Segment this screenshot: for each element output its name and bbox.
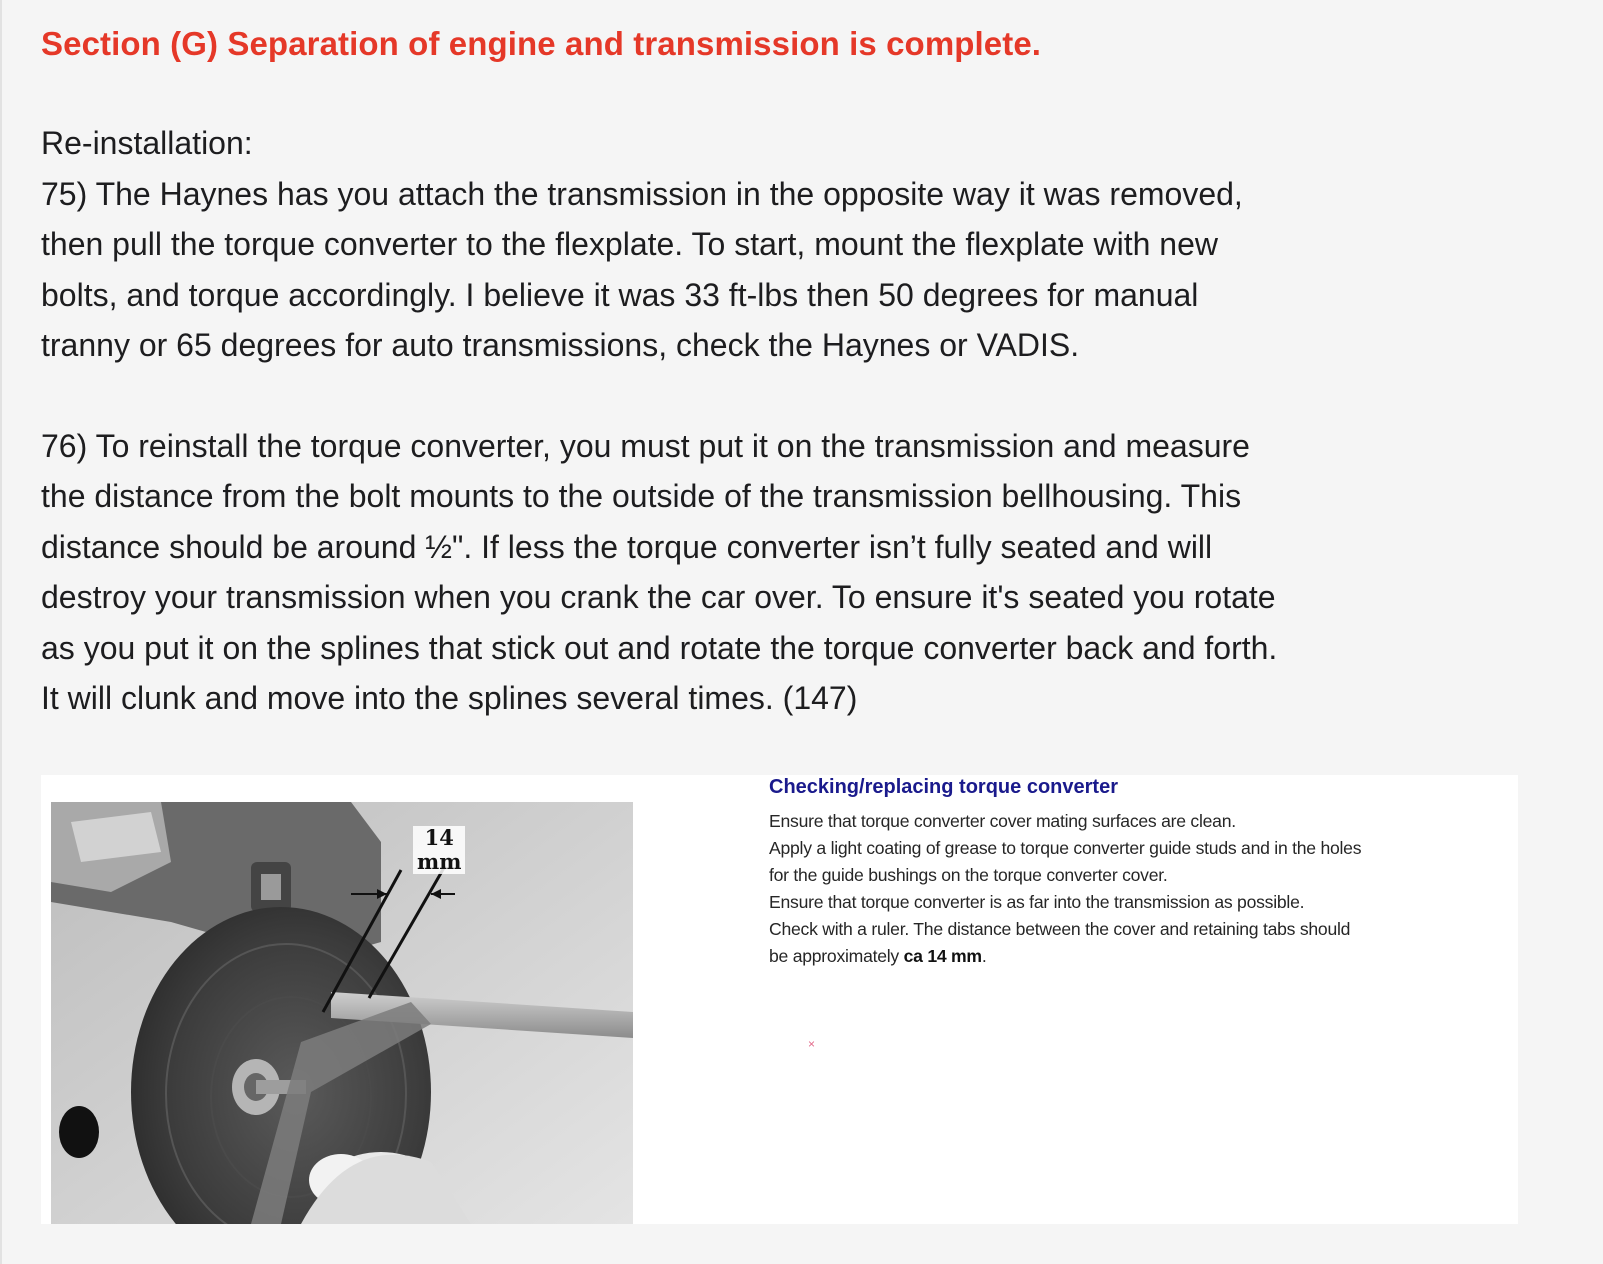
- step-76-line: destroy your transmission when you crank the car over. To ensure it's seated you rotate: [41, 579, 1276, 615]
- measurement-number: 14: [424, 825, 454, 850]
- manual-heading: Checking/replacing torque converter: [769, 776, 1118, 798]
- reinstall-heading: Re-installation:: [41, 125, 253, 161]
- manual-line: Check with a ruler. The distance between the cover and retaining tabs should: [769, 919, 1351, 939]
- manual-line: Apply a light coating of grease to torque converter guide studs and in the holes: [769, 838, 1362, 858]
- step-76-line: as you put it on the splines that stick out and rotate the torque converter back and forth.: [41, 629, 1278, 666]
- manual-excerpt: [769, 775, 1514, 970]
- step-75-line: then pull the torque converter to the flexplate. To start, mount the flexplate with new: [41, 226, 1218, 262]
- torque-converter-photo: [51, 802, 633, 1224]
- manual-line: Ensure that torque converter cover mating surfaces are clean.: [769, 811, 1236, 831]
- page-left-border: [0, 0, 2, 1264]
- manual-line-suffix: .: [981, 946, 987, 966]
- stray-mark: ×: [808, 1037, 816, 1051]
- step-75-line: tranny or 65 degrees for auto transmissions, check the Haynes or VADIS.: [41, 327, 1080, 363]
- manual-line-last: [769, 943, 1514, 970]
- step-75-line: bolts, and torque accordingly. I believe it was 33 ft-lbs then 50 degrees for manual: [41, 276, 1199, 313]
- manual-line: Ensure that torque converter is as far into the transmission as possible.: [769, 892, 1305, 912]
- torque-converter-illustration: [51, 802, 633, 1224]
- step-76-line: 76) To reinstall the torque converter, you must put it on the transmission and measure: [41, 427, 1250, 464]
- manual-line-bold-value: ca 14 mm: [903, 946, 982, 966]
- embedded-manual-image[interactable]: [41, 775, 1518, 1224]
- forum-post-body: [41, 20, 1571, 724]
- measurement-unit: mm: [417, 849, 462, 874]
- step-76-line: distance should be around ½". If less the torque converter isn’t fully seated and will: [41, 528, 1213, 565]
- step-76-line: It will clunk and move into the splines several times. (147): [41, 680, 858, 716]
- section-title: Section (G) Separation of engine and transmission is complete.: [41, 25, 1042, 62]
- manual-line: for the guide bushings on the torque converter cover.: [769, 865, 1168, 885]
- measurement-label: [413, 826, 465, 874]
- step-76-line: the distance from the bolt mounts to the outside of the transmission bellhousing. This: [41, 478, 1242, 514]
- step-75-line: 75) The Haynes has you attach the transmission in the opposite way it was removed,: [41, 175, 1243, 212]
- manual-line-prefix: be approximately: [769, 946, 904, 966]
- spacer: [41, 68, 1571, 118]
- spacer: [41, 371, 1571, 421]
